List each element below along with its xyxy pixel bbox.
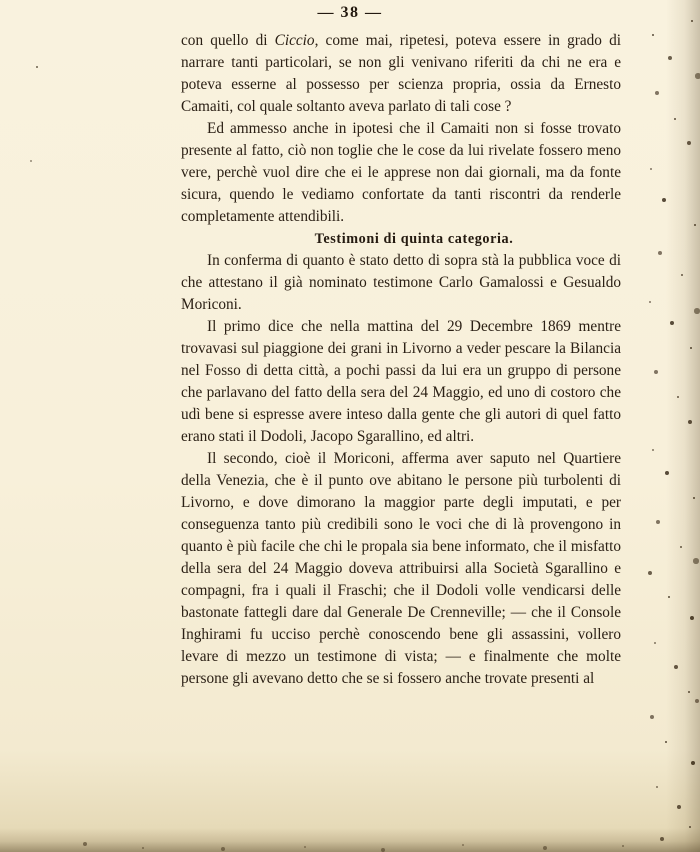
- section-heading: Testimoni di quinta categoria.: [314, 231, 514, 247]
- paragraph: In conferma di quanto è stato detto di sopra stà la pubblica voce di che attestano il già nominato testimone Carlo Gamalossi e Gesualdo Moriconi.: [181, 252, 621, 313]
- paragraph: [181, 30, 621, 118]
- italic-name: Ciccio: [274, 32, 315, 49]
- paragraph-text: con quello di: [181, 32, 275, 49]
- paragraph: Il primo dice che nella mattina del 29 Decembre 1869 mentre trovavasi sul piaggione dei grani in Livorno a veder pescare la Bilancia nel Fosso di detta città, a pochi passi da lui era un gruppo di persone che parlavano del fatto della sera del 24 Maggio, ed uno di costoro che udì bene si espresse avere inteso dalla gente che gli autori di quel fatto erano stati il Dodoli, Jacopo Sgarallino, ed altri.: [181, 318, 621, 445]
- scan-noise-speckles: [0, 0, 2, 2]
- text-block: [181, 30, 621, 690]
- scan-edge-shadow-right: [666, 0, 700, 852]
- scan-edge-shadow-bottom: [0, 828, 700, 852]
- paragraph: Il secondo, cioè il Moriconi, afferma aver saputo nel Quartiere della Venezia, che è il punto ove abitano le persone più turbolenti di Livorno, e dove dimorano la maggior parte degli imputati, e per conseguenza tanto più credibili sono le voci che di là provengono in quanto è più facile che chi le propala sia bene informato, che il misfatto della sera del 24 Maggio doveva attribuirsi alla Società Sgarallino e compagni, fra i quali il Fraschi; che il Dodoli volle vendicarsi delle bastonate fattegli dare dal Generale De Crenneville; — che il Console Inghirami fu ucciso perchè conoscendo bene gli assassini, vollero levare di mezzo un testimone di vista; — e finalmente che molte persone gli avevano detto che se si fossero anche trovate presenti al: [181, 450, 621, 687]
- page-number: — 38 —: [317, 4, 383, 21]
- paragraph: Ed ammesso anche in ipotesi che il Camaiti non si fosse trovato presente al fatto, ciò non toglie che le cose da lui rivelate fossero meno vere, perchè vuol dire che ei le apprese non dai giornali, ma da fonte sicura, quendo le vediamo confortate da tanti riscontri da renderle completamente attendibili.: [181, 120, 621, 225]
- paragraph-text: , come mai, ripetesi, poteva essere in grado di narrare tanti particolari, se non gli venivano riferiti da chi ne era e poteva esserne al possesso per scienza propria, ossia da Ernesto Camaiti, col quale soltanto aveva parlato di tali cose ?: [181, 32, 621, 115]
